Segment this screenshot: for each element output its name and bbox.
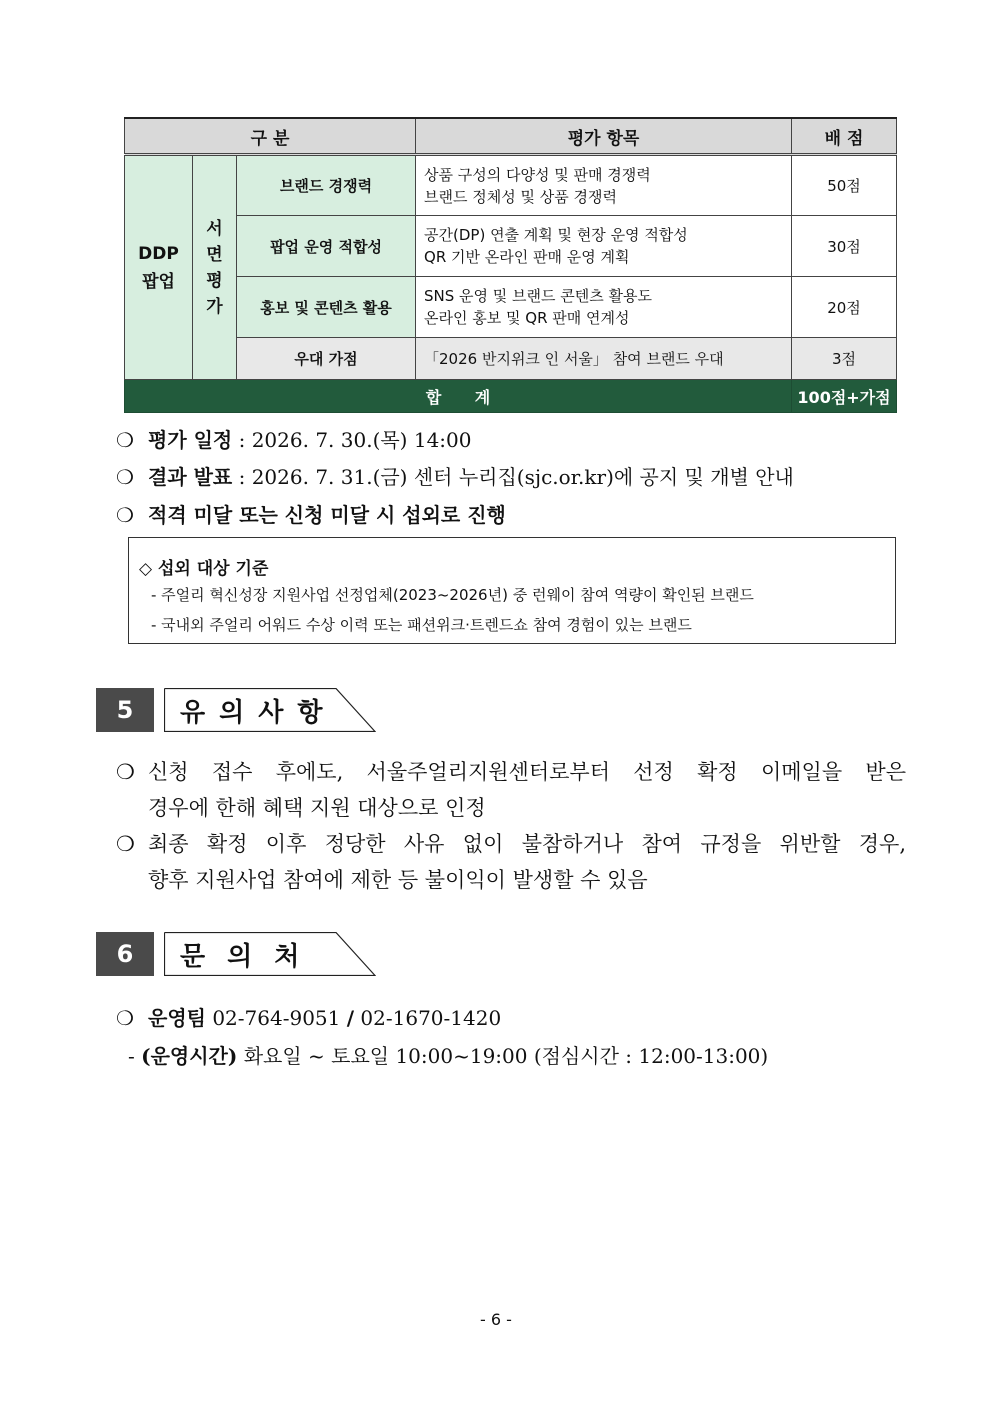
section-6-number: 6 — [96, 932, 154, 976]
subgroup-label: 서 면 평 가 — [206, 218, 223, 317]
table-row — [125, 277, 897, 338]
bonus-criteria-cell: 「2026 반지위크 인 서울」 참여 브랜드 우대 — [416, 338, 792, 380]
section-6-title: 문의처 — [164, 932, 376, 976]
bullet-icon: ❍ — [116, 503, 134, 527]
total-label: 합 계 — [125, 380, 792, 413]
total-row — [125, 380, 897, 413]
category-cell: 홍보 및 콘텐츠 활용 — [237, 277, 416, 338]
criteria-box — [128, 537, 896, 644]
phone-1: 02-764-9051 — [212, 1006, 341, 1030]
score-cell: 30점 — [792, 216, 897, 277]
category-cell: 브랜드 경쟁력 — [237, 155, 416, 216]
section-5-title: 유의사항 — [164, 688, 376, 732]
header-score: 배 점 — [792, 118, 897, 155]
criteria-cell: 공간(DP) 연출 계획 및 현장 운영 적합성 QR 기반 온라인 판매 운영 계획 — [416, 216, 792, 277]
score-cell: 50점 — [792, 155, 897, 216]
score-cell: 20점 — [792, 277, 897, 338]
criteria-cell: 상품 구성의 다양성 및 판매 경쟁력 브랜드 정체성 및 상품 경쟁력 — [416, 155, 792, 216]
result-label: 결과 발표 — [148, 465, 233, 489]
notice-paragraph: ❍ 최종 확정 이후 정당한 사유 없이 불참하거나 참여 규정을 위반할 경우, 향후 지원사업 참여에 제한 등 불이익이 발생할 수 있음 — [116, 826, 906, 898]
group-cell: DDP 팝업 — [125, 155, 193, 380]
category-cell: 팝업 운영 적합성 — [237, 216, 416, 277]
evaluation-table — [124, 117, 897, 413]
page-number: - 6 - — [480, 1310, 512, 1329]
phone-separator: / — [346, 1006, 355, 1030]
header-category: 구 분 — [125, 118, 416, 155]
eval-schedule-label: 평가 일정 — [148, 428, 233, 452]
bullet-icon: ❍ — [116, 760, 135, 784]
hours-line: - (운영시간) 화요일 ~ 토요일 10:00~19:00 (점심시간 : 12:00-13:00) — [128, 1044, 769, 1068]
eval-schedule-value: : 2026. 7. 30.(목) 14:00 — [232, 428, 472, 452]
bonus-row — [125, 338, 897, 380]
header-criteria: 평가 항목 — [416, 118, 792, 155]
eval-schedule-line — [116, 424, 471, 453]
bonus-category-cell: 우대 가점 — [237, 338, 416, 380]
criteria-box-title: ◇ 섭외 대상 기준 — [139, 559, 269, 579]
result-line — [116, 461, 794, 490]
table-header-row — [125, 118, 897, 155]
contact-line — [116, 1002, 501, 1031]
phone-2: 02-1670-1420 — [360, 1006, 502, 1030]
criteria-item: - 주얼리 혁신성장 지원사업 선정업체(2023~2026년) 중 런웨이 참여 역량이 확인된 브랜드 — [151, 586, 754, 604]
bonus-score-cell: 3점 — [792, 338, 897, 380]
table-row — [125, 216, 897, 277]
bullet-icon: ❍ — [116, 465, 134, 489]
criteria-item: - 국내외 주얼리 어워드 수상 이력 또는 패션위크·트렌드쇼 참여 경험이 있는 브랜드 — [151, 616, 692, 634]
criteria-cell: SNS 운영 및 브랜드 콘텐츠 활용도 온라인 홍보 및 QR 판매 연계성 — [416, 277, 792, 338]
bullet-icon: ❍ — [116, 1006, 134, 1030]
team-label: 운영팀 — [148, 1006, 206, 1030]
hours-value: 화요일 ~ 토요일 10:00~19:00 (점심시간 : 12:00-13:00) — [237, 1044, 769, 1068]
subgroup-cell — [193, 155, 237, 380]
bullet-icon: ❍ — [116, 428, 134, 452]
bullet-icon: ❍ — [116, 832, 135, 856]
note-line — [116, 499, 506, 528]
section-5-number: 5 — [96, 688, 154, 732]
total-score: 100점+가점 — [792, 380, 897, 413]
table-row — [125, 155, 897, 216]
notice-paragraph: ❍ 신청 접수 후에도, 서울주얼리지원센터로부터 선정 확정 이메일을 받은 경우에 한해 혜택 지원 대상으로 인정 — [116, 754, 906, 826]
result-value: : 2026. 7. 31.(금) 센터 누리집(sjc.or.kr)에 공지 및 개별 안내 — [232, 465, 794, 489]
hours-label: (운영시간) — [141, 1044, 238, 1068]
note-text: 적격 미달 또는 신청 미달 시 섭외로 진행 — [148, 503, 506, 527]
